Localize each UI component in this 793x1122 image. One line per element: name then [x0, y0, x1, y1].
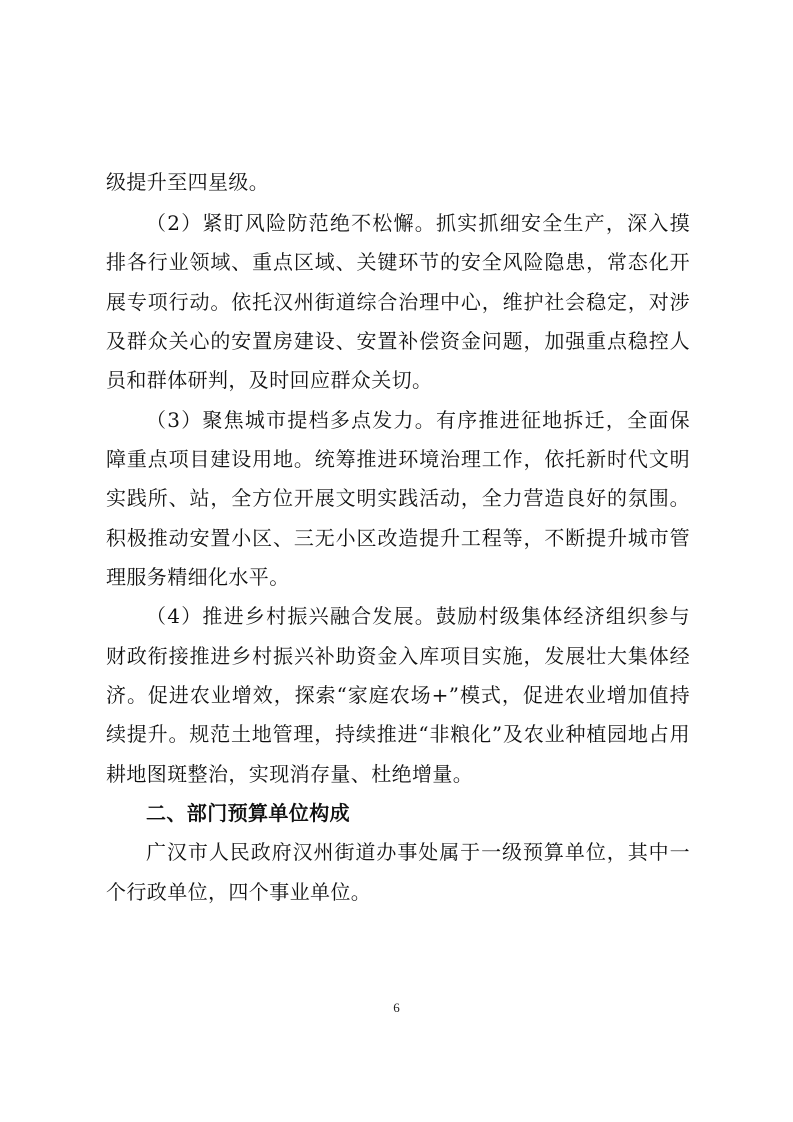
text-line: 济。促进农业增效，探索“家庭农场+”模式，促进农业增加值持 [106, 683, 690, 707]
text-line: 障重点项目建设用地。统筹推进环境治理工作，依托新时代文明 [106, 447, 690, 471]
paragraph-5-first-line: 广汉市人民政府汉州街道办事处属于一级预算单位，其中一 [146, 840, 690, 864]
text-line: 及群众关心的安置房建设、安置补偿资金问题，加强重点稳控人 [106, 329, 690, 353]
text-line: 级提升至四星级。 [106, 170, 270, 194]
text-line: 个行政单位，四个事业单位。 [106, 880, 372, 904]
text-line: 排各行业领域、重点区域、关键环节的安全风险隐患，常态化开 [106, 250, 690, 274]
section-heading: 二、部门预算单位构成 [146, 801, 350, 825]
page-number: 6 [393, 1000, 400, 1015]
text-line: 积极推动安置小区、三无小区改造提升工程等，不断提升城市管 [106, 526, 690, 550]
text-line: 理服务精细化水平。 [106, 565, 290, 589]
text-line: 实践所、站，全方位开展文明实践活动，全力营造良好的氛围。 [106, 486, 690, 510]
paragraph-4-first-line: （4）推进乡村振兴融合发展。鼓励村级集体经济组织参与 [146, 604, 690, 628]
text-line: 续提升。规范土地管理，持续推进“非粮化”及农业种植园地占用 [106, 722, 690, 746]
paragraph-3-first-line: （3）聚焦城市提档多点发力。有序推进征地拆迁，全面保 [146, 408, 690, 432]
text-line: 财政衔接推进乡村振兴补助资金入库项目实施，发展壮大集体经 [106, 644, 690, 668]
paragraph-2-first-line: （2）紧盯风险防范绝不松懈。抓实抓细安全生产，深入摸 [146, 211, 690, 235]
text-line: 员和群体研判，及时回应群众关切。 [106, 368, 433, 392]
text-line: 展专项行动。依托汉州街道综合治理中心，维护社会稳定，对涉 [106, 290, 690, 314]
text-line: 耕地图斑整治，实现消存量、杜绝增量。 [106, 762, 474, 786]
